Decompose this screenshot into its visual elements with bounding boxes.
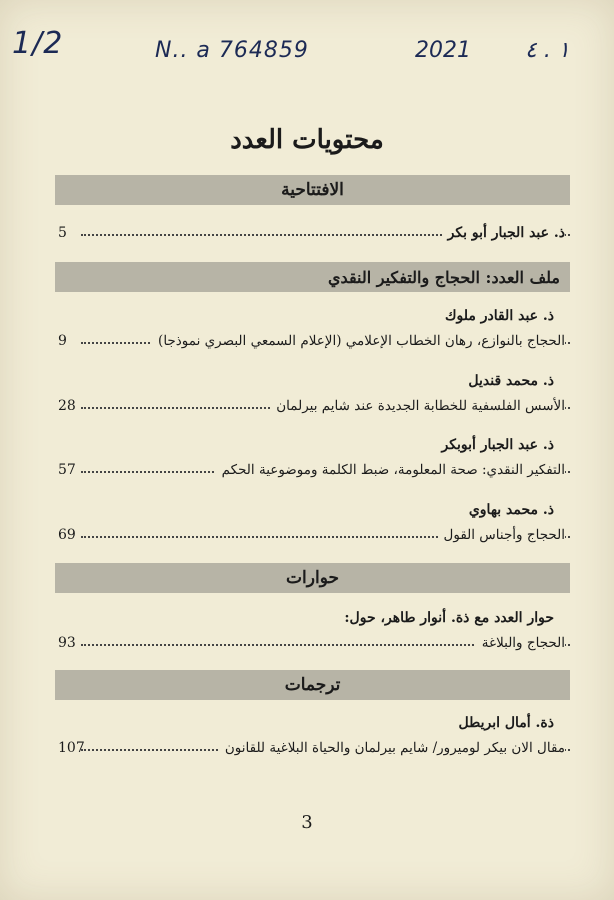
entry-page-number: 107 (58, 740, 85, 756)
section-translations-header (55, 670, 570, 700)
toc-entry[interactable] (55, 462, 570, 482)
author-name: ذة. أمال ابريطل (458, 715, 554, 731)
entry-text: الحجاج وأجناس القول (438, 527, 565, 543)
author-name: ذ. محمد قنديل (468, 373, 554, 389)
handwritten-fraction: 1/2 (12, 26, 64, 61)
entry-text: التفكير النقدي: صحة المعلومة، ضبط الكلمة وموضوعية الحكم (216, 462, 565, 478)
handwritten-inventory-number: N.. a 764859 (155, 38, 309, 63)
entry-text: مقال الان بيكر لوميرور/ شايم بيرلمان والحياة البلاغية للقانون (219, 740, 565, 756)
toc-entry[interactable] (55, 527, 570, 547)
section-interviews-heading: حوارات (286, 568, 339, 588)
entry-page-number: 28 (58, 398, 76, 414)
entry-page-number: 5 (58, 225, 67, 241)
section-editorial-heading: الافتتاحية (281, 180, 344, 200)
toc-entry-translation[interactable] (55, 740, 570, 760)
interview-intro: حوار العدد مع ذة. أنوار طاهر، حول: (344, 610, 554, 626)
entry-page-number: 57 (58, 462, 76, 478)
section-dossier-heading: ملف العدد: الحجاج والتفكير النقدي (328, 267, 560, 287)
entry-text: الحجاج والبلاغة (476, 635, 565, 651)
handwritten-year: 2021 (415, 38, 471, 63)
author-name: ذ. عبد القادر ملوك (444, 308, 554, 324)
entry-text: الحجاج بالنوازع، رهان الخطاب الإعلامي (الإعلام السمعي البصري نموذجا) (152, 333, 565, 349)
entry-page-number: 9 (58, 333, 67, 349)
section-interviews-header (55, 563, 570, 593)
toc-entry[interactable] (55, 333, 570, 353)
page-number: 3 (301, 812, 313, 833)
section-translations-heading: ترجمات (284, 675, 341, 695)
handwritten-code: ١ . ٤ (525, 38, 570, 63)
entry-text: ذ. عبد الجبار أبو بكر (442, 225, 565, 241)
author-name: ذ. عبد الجبار أبوبكر (441, 437, 554, 453)
toc-entry-editorial[interactable] (55, 225, 570, 245)
entry-page-number: 93 (58, 635, 76, 651)
entry-text: الأسس الفلسفية للخطابة الجديدة عند شايم بيرلمان (270, 398, 565, 414)
section-dossier-header (55, 262, 570, 292)
author-name: ذ. محمد بهاوي (468, 502, 554, 518)
toc-entry-interview[interactable] (55, 635, 570, 655)
page-title: محتويات العدد (230, 125, 384, 155)
toc-entry[interactable] (55, 398, 570, 418)
section-editorial-header (55, 175, 570, 205)
entry-page-number: 69 (58, 527, 76, 543)
